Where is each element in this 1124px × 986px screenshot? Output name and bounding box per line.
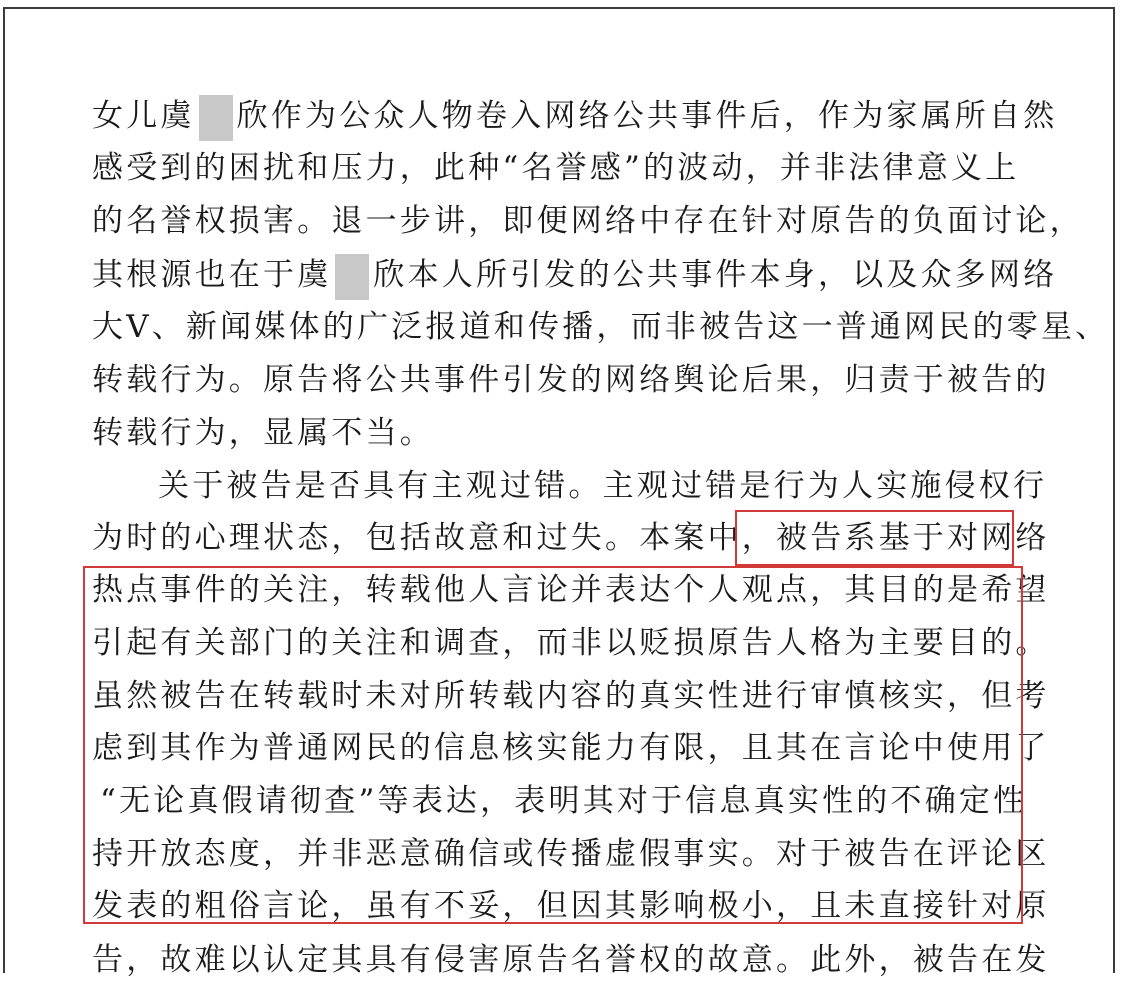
text-line-2: 感受到的困扰和压力，此种“名誉感”的波动，并非法律意义上 [92, 150, 1020, 186]
line-1-pre: 女儿虞 [92, 98, 195, 134]
line-4-pre: 其根源也在于虞 [92, 257, 332, 293]
text-line-10: 热点事件的关注，转载他人言论并表达个人观点，其目的是希望 [92, 572, 1050, 608]
text-line-6: 转载行为。原告将公共事件引发的网络舆论后果，归责于被告的 [92, 362, 1050, 398]
text-line-8: 关于被告是否具有主观过错。主观过错是行为人实施侵权行 [158, 468, 1048, 504]
text-line-9: 为时的心理状态，包括故意和过失。本案中，被告系基于对网络 [92, 520, 1050, 556]
text-line-5: 大V、新闻媒体的广泛报道和传播，而非被告这一普通网民的零星、 [92, 309, 1110, 345]
text-line-11: 引起有关部门的关注和调查，而非以贬损原告人格为主要目的。 [92, 625, 1050, 661]
text-line-7: 转载行为，显属不当。 [92, 415, 434, 451]
line-1-post: 欣作为公众人物卷入网络公共事件后，作为家属所自然 [236, 98, 1058, 134]
text-line-17: 告，故难以认定其具有侵害原告名誉权的故意。此外，被告在发 [92, 942, 1050, 978]
text-line-14: “无论真假请彻查”等表达，表明其对于信息真实性的不确定性 [100, 783, 1028, 819]
redaction-block [199, 95, 233, 141]
text-line-15: 持开放态度，并非恶意确信或传播虚假事实。对于被告在评论区 [92, 836, 1050, 872]
text-line-1 [92, 90, 1057, 142]
text-line-3: 的名誉权损害。退一步讲，即便网络中存在针对原告的负面讨论， [92, 203, 1084, 239]
text-line-4 [92, 249, 1057, 301]
redaction-block [335, 254, 369, 300]
text-line-12: 虽然被告在转载时未对所转载内容的真实性进行审慎核实，但考 [92, 678, 1050, 714]
line-4-post: 欣本人所引发的公共事件本身，以及众多网络 [373, 257, 1058, 293]
text-line-16: 发表的粗俗言论，虽有不妥，但因其影响极小，且未直接针对原 [92, 888, 1050, 924]
text-line-13: 虑到其作为普通网民的信息核实能力有限，且其在言论中使用了 [92, 730, 1050, 766]
